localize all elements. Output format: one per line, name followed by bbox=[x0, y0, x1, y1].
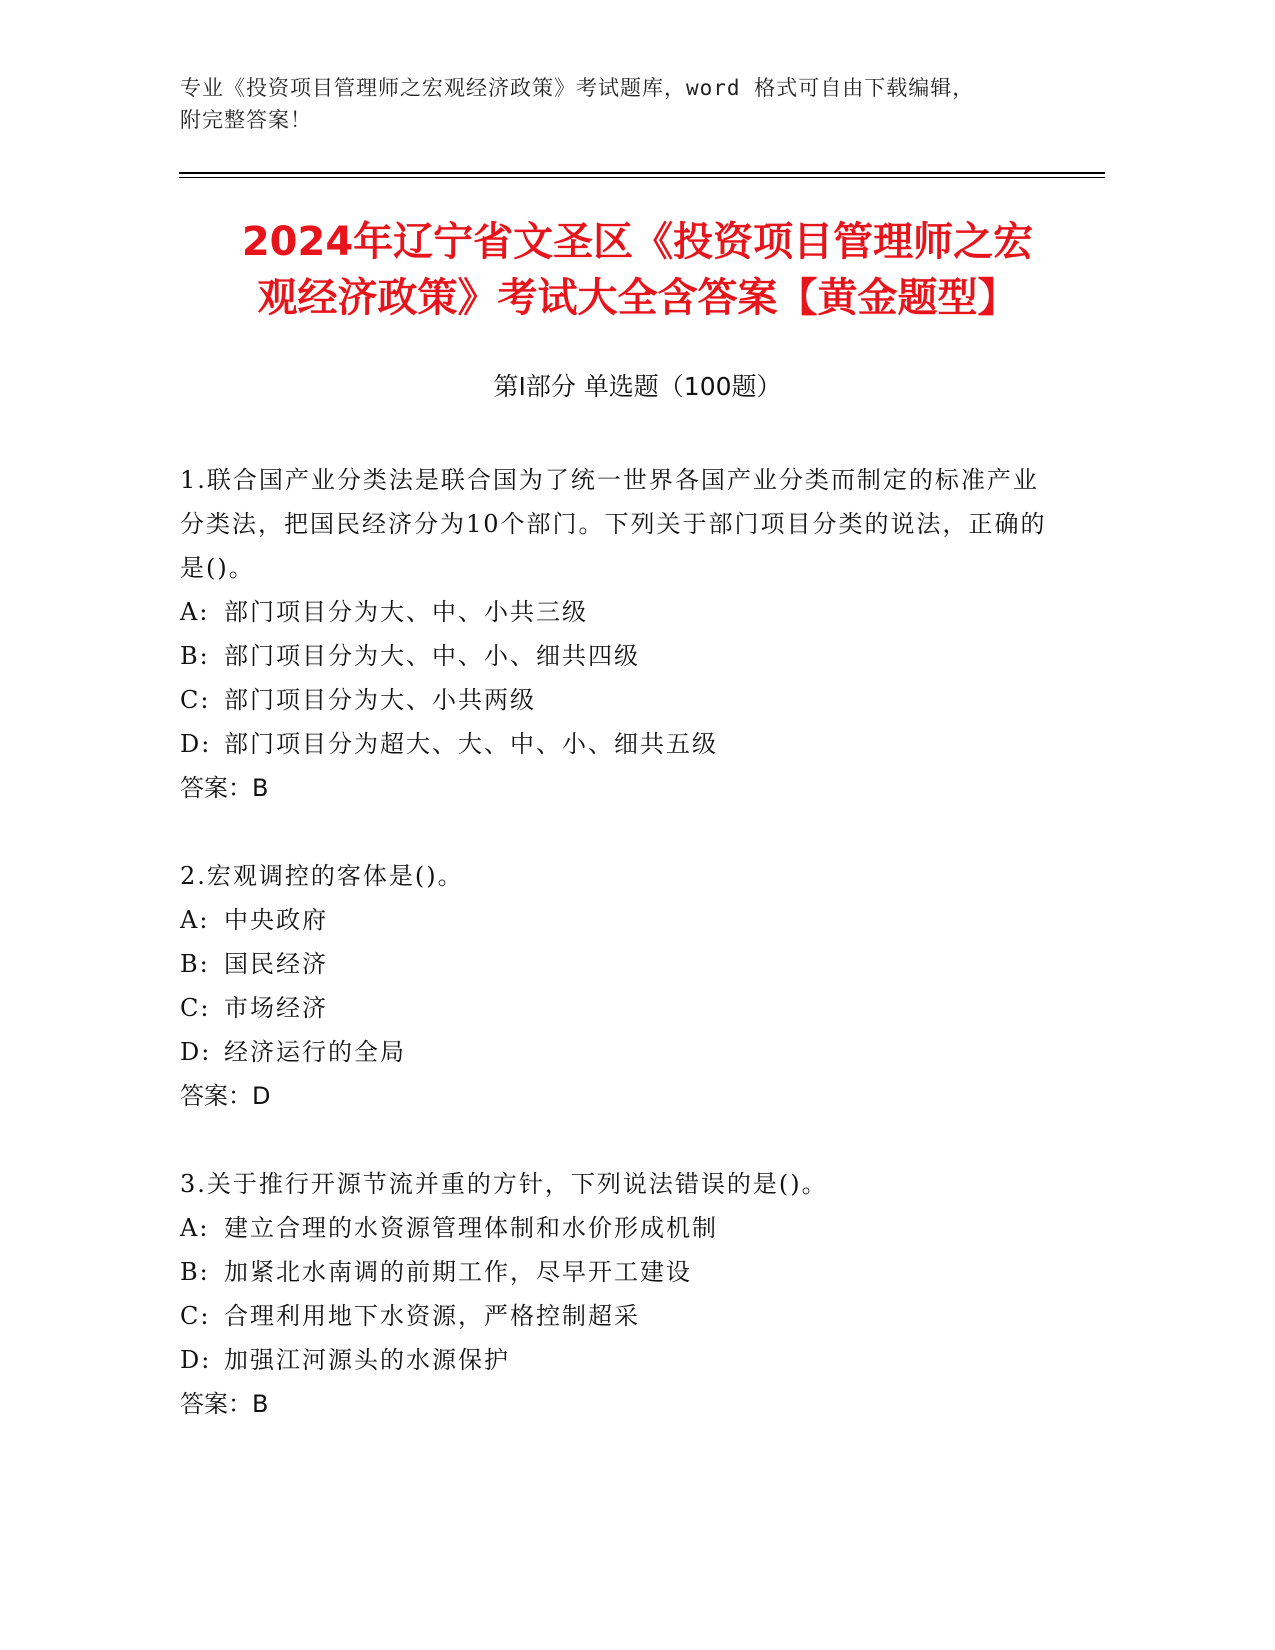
option-key: C: bbox=[180, 686, 211, 714]
question-answer: 答案：B bbox=[180, 1390, 269, 1418]
option-key: A: bbox=[180, 906, 210, 934]
question-answer: 答案：D bbox=[180, 1082, 271, 1110]
question-option-a bbox=[180, 590, 1060, 634]
option-key: A: bbox=[180, 1214, 210, 1242]
option-key: B: bbox=[180, 642, 210, 670]
question-option-c bbox=[180, 1294, 1060, 1338]
option-key: B: bbox=[180, 950, 210, 978]
question-option-c bbox=[180, 986, 1060, 1030]
option-text: 建立合理的水资源管理体制和水价形成机制 bbox=[224, 1214, 718, 1242]
option-text: 中央政府 bbox=[224, 906, 328, 934]
option-key: C: bbox=[180, 1302, 211, 1330]
option-key: A: bbox=[180, 598, 210, 626]
question-option-d bbox=[180, 722, 1060, 766]
question-option-d bbox=[180, 1338, 1060, 1382]
document-title-line-2: 观经济政策》考试大全含答案【黄金题型】 bbox=[257, 275, 1018, 321]
question-answer: 答案：B bbox=[180, 774, 269, 802]
option-text: 部门项目分为大、中、小共三级 bbox=[224, 598, 588, 626]
question-option-b bbox=[180, 1250, 1060, 1294]
question-item bbox=[180, 458, 1060, 810]
option-text: 加强江河源头的水源保护 bbox=[224, 1346, 510, 1374]
option-text: 国民经济 bbox=[224, 950, 328, 978]
option-text: 加紧北水南调的前期工作，尽早开工建设 bbox=[224, 1258, 692, 1286]
section-title: 第Ⅰ部分 单选题（100题） bbox=[493, 372, 782, 401]
question-stem: 1.联合国产业分类法是联合国为了统一世界各国产业分类而制定的标准产业分类法，把国民经济分为10个部门。下列关于部门项目分类的说法，正确的是()。 bbox=[180, 466, 1047, 582]
option-text: 部门项目分为超大、大、中、小、细共五级 bbox=[224, 730, 718, 758]
option-text: 合理利用地下水资源，严格控制超采 bbox=[224, 1302, 640, 1330]
header-note bbox=[180, 72, 1100, 136]
header-note-line-2: 附完整答案！ bbox=[180, 108, 312, 132]
option-text: 部门项目分为大、小共两级 bbox=[224, 686, 536, 714]
question-option-b bbox=[180, 942, 1060, 986]
header-divider-thin bbox=[179, 177, 1105, 178]
question-option-a bbox=[180, 898, 1060, 942]
option-key: C: bbox=[180, 994, 211, 1022]
document-title-line-1: 2024年辽宁省文圣区《投资项目管理师之宏 bbox=[241, 219, 1034, 265]
option-text: 经济运行的全局 bbox=[224, 1038, 406, 1066]
question-option-d bbox=[180, 1030, 1060, 1074]
header-divider-thick bbox=[179, 172, 1105, 174]
question-option-c bbox=[180, 678, 1060, 722]
header-note-line-1: 专业《投资项目管理师之宏观经济政策》考试题库，word 格式可自由下载编辑， bbox=[180, 76, 975, 100]
option-key: D: bbox=[180, 1038, 212, 1066]
document-title bbox=[150, 214, 1125, 326]
option-text: 市场经济 bbox=[224, 994, 328, 1022]
question-option-b bbox=[180, 634, 1060, 678]
option-text: 部门项目分为大、中、小、细共四级 bbox=[224, 642, 640, 670]
option-key: B: bbox=[180, 1258, 210, 1286]
question-stem: 3.关于推行开源节流并重的方针，下列说法错误的是()。 bbox=[180, 1170, 828, 1198]
question-option-a bbox=[180, 1206, 1060, 1250]
question-item bbox=[180, 1162, 1060, 1426]
question-item bbox=[180, 854, 1060, 1118]
option-key: D: bbox=[180, 730, 212, 758]
question-stem: 2.宏观调控的客体是()。 bbox=[180, 862, 464, 890]
question-list bbox=[180, 458, 1060, 1470]
option-key: D: bbox=[180, 1346, 212, 1374]
